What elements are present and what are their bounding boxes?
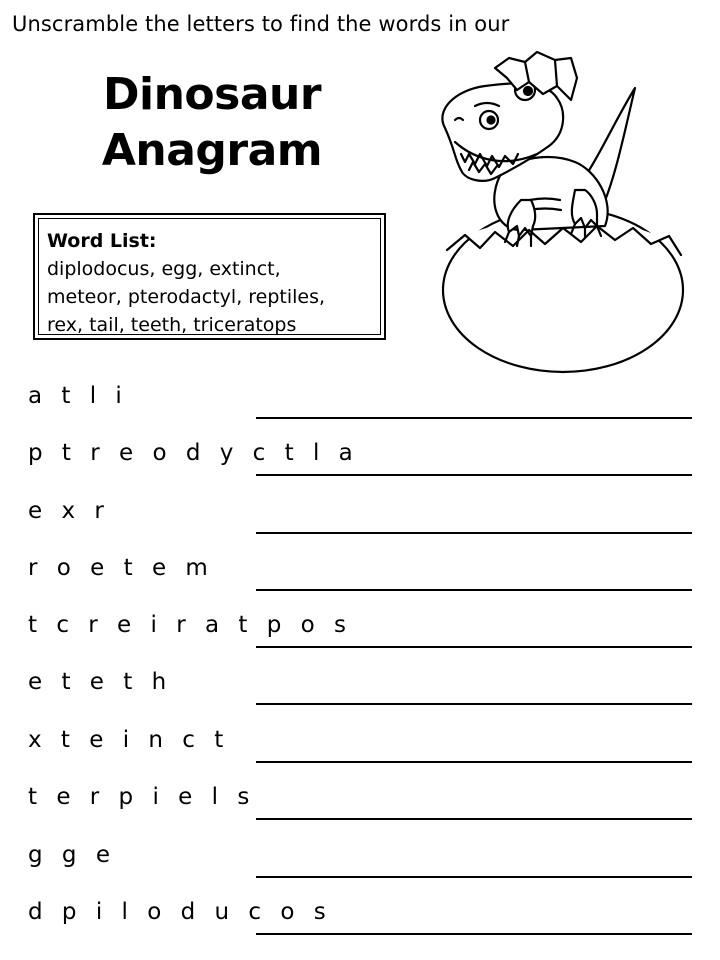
scrambled-word: t c r e i r a t p o s [28,612,352,638]
word-list-line: diplodocus, egg, extinct, [47,258,281,280]
scrambled-word: r o e t e m [28,555,214,581]
word-list-line: rex, tail, teeth, triceratops [47,314,297,336]
dinosaur-hatching-from-egg-icon [425,50,695,380]
scrambled-word: t e r p i e l s [28,784,256,810]
puzzle-row-9 [28,842,698,882]
puzzle-row-4 [28,555,698,595]
answer-blank[interactable] [256,532,692,534]
word-list-box [33,213,386,340]
puzzle-row-8 [28,784,698,824]
word-list-inner [38,218,381,335]
word-list-heading: Word List: [47,230,157,252]
scrambled-word: a t l i [28,383,128,409]
answer-blank[interactable] [256,761,692,763]
scrambled-word: d p i l o d u c o s [28,899,332,925]
answer-blank[interactable] [256,818,692,820]
instructions: Unscramble the letters to find the words in our [12,12,510,36]
word-list-line: meteor, pterodactyl, reptiles, [47,286,326,308]
answer-blank[interactable] [256,876,692,878]
title-line-2: Anagram [101,125,323,176]
answer-blank[interactable] [256,589,692,591]
answer-blank[interactable] [256,703,692,705]
answer-blank[interactable] [256,417,692,419]
scrambled-word: g g e [28,842,116,868]
answer-blank[interactable] [256,933,692,935]
puzzle-row-10 [28,899,698,939]
title-line-1: Dinosaur [102,69,322,120]
puzzle-row-5 [28,612,698,652]
scrambled-word: e x r [28,498,110,524]
puzzle-row-2 [28,440,698,480]
scrambled-word: x t e i n c t [28,727,230,753]
puzzle-row-1 [28,383,698,423]
scrambled-word: p t r e o d y c t l a [28,440,359,466]
puzzle-row-6 [28,669,698,709]
answer-blank[interactable] [256,646,692,648]
scrambled-word: e t e t h [28,669,173,695]
answer-blank[interactable] [256,474,692,476]
puzzle-row-3 [28,498,698,538]
puzzle-row-7 [28,727,698,767]
